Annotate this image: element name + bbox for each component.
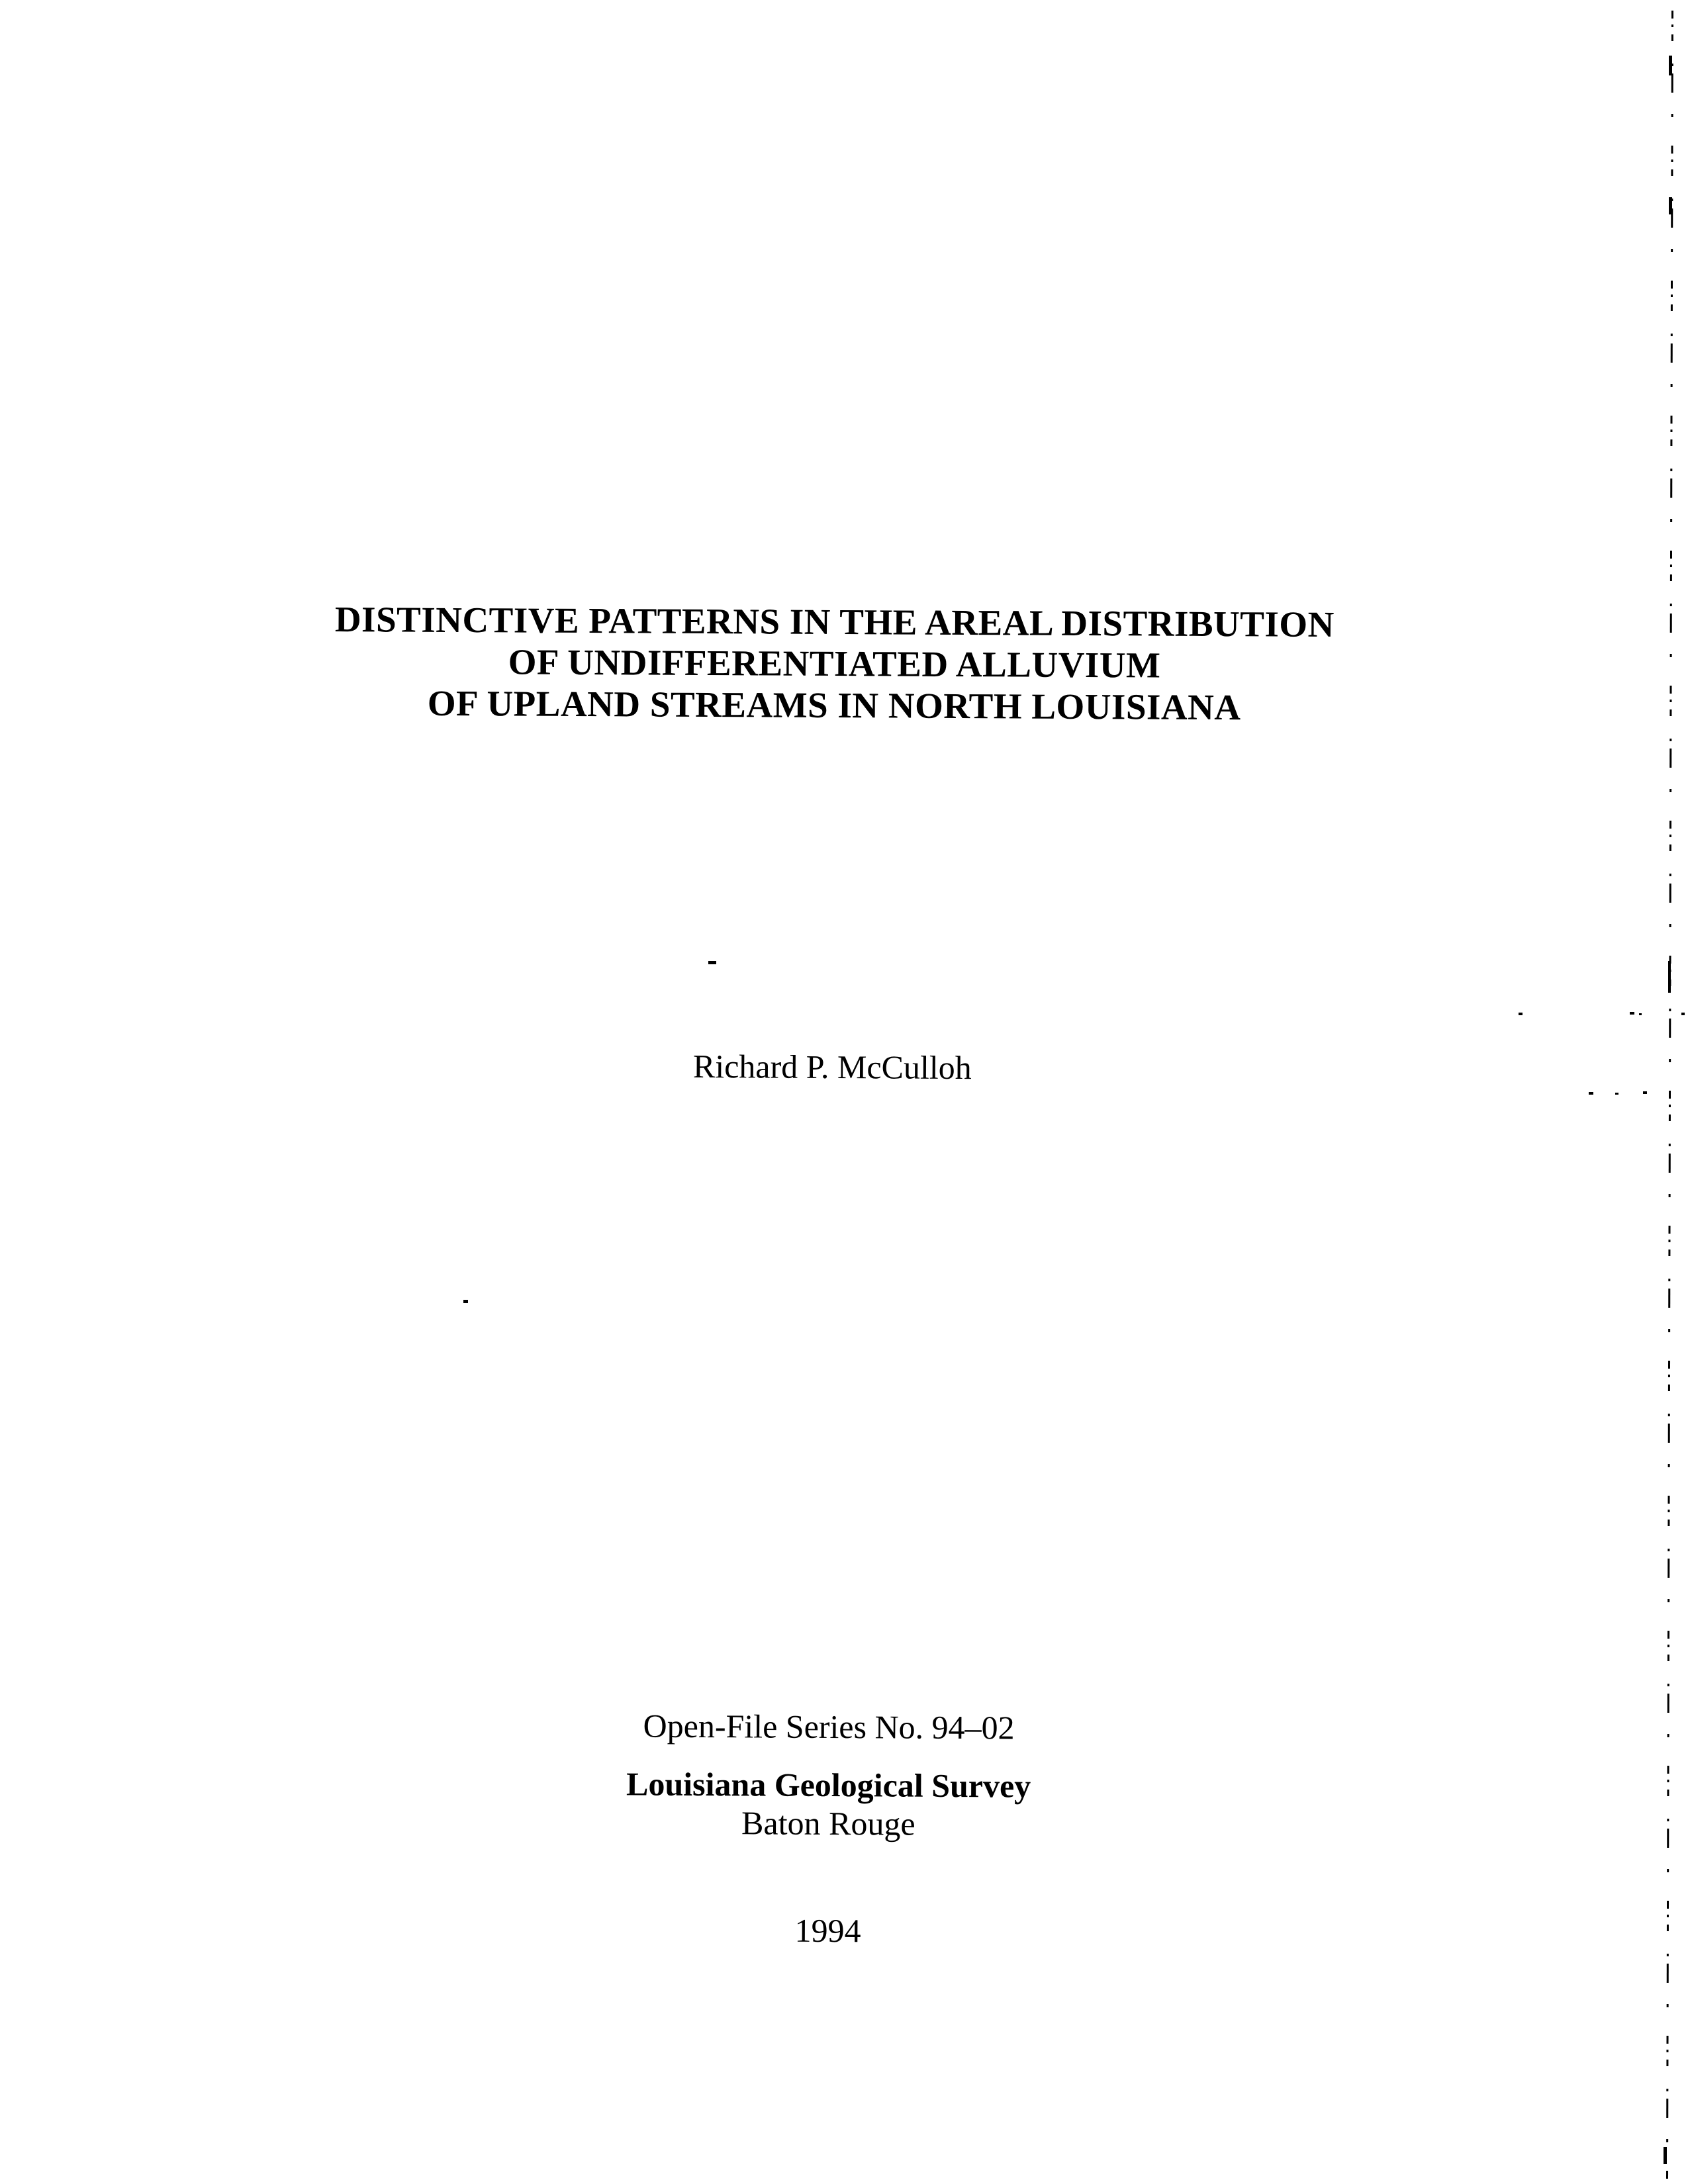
scanner-edge-heavy-segment (1669, 197, 1672, 214)
report-title (0, 596, 1679, 730)
title-line-1: DISTINCTIVE PATTERNS IN THE AREAL DISTRIBUTION (334, 599, 1335, 645)
scan-speck (1589, 1092, 1593, 1095)
scanner-edge-heavy-segment (1669, 56, 1672, 75)
scan-speck (1615, 1093, 1618, 1095)
publication-year: 1994 (794, 1911, 861, 1950)
scan-speck (1630, 1012, 1634, 1015)
scan-speck (1681, 1013, 1685, 1015)
scan-speck (1643, 1091, 1647, 1094)
scan-speck (708, 961, 716, 964)
scanner-edge-heavy-segment (1664, 2147, 1667, 2164)
publisher-city: Baton Rouge (741, 1804, 915, 1843)
publisher-name: Louisiana Geological Survey (626, 1765, 1031, 1805)
title-line-2: OF UNDIFFERENTIATED ALLUVIUM (508, 641, 1161, 686)
scan-speck (1519, 1013, 1523, 1015)
scanner-edge-heavy-segment (1668, 961, 1671, 993)
author-name: Richard P. McCulloh (692, 1047, 972, 1087)
series-number-line: Open-File Series No. 94–02 (643, 1707, 1015, 1747)
scan-speck (1639, 1013, 1642, 1015)
title-line-3: OF UPLAND STREAMS IN NORTH LOUISIANA (427, 682, 1241, 728)
scan-speck (463, 1300, 468, 1303)
